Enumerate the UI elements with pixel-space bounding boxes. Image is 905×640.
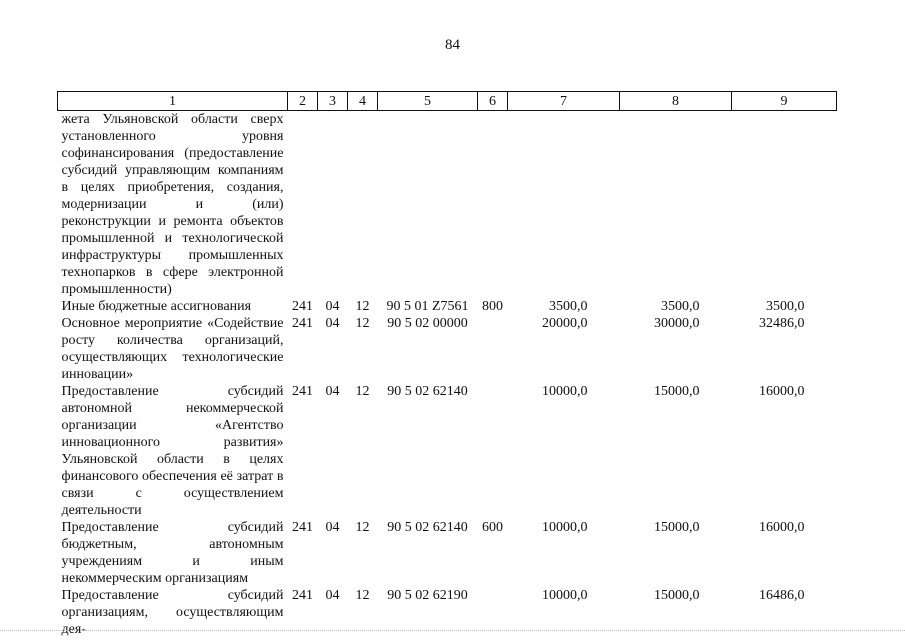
row-amount-year-3: 32486,0	[759, 316, 805, 331]
row-amount-year-1: 10000,0	[542, 520, 588, 535]
row-subsection: 12	[355, 316, 370, 331]
row-expense-type: 800	[482, 299, 503, 314]
row-subsection: 12	[355, 588, 370, 603]
row-section	[318, 111, 348, 299]
row-amount-year-2	[620, 111, 732, 299]
row-amount-year-3: 16000,0	[759, 520, 805, 535]
table-header	[58, 92, 837, 111]
row-expense-type	[478, 383, 508, 519]
row-expense-type: 600	[482, 520, 503, 535]
row-description: Иные бюджетные ассигнования	[61, 299, 252, 314]
row-amount-year-3: 3500,0	[766, 299, 805, 314]
row-admin-code: 241	[292, 299, 313, 314]
table-row	[58, 519, 837, 587]
page-number: 84	[445, 37, 460, 53]
row-target-article	[378, 111, 478, 299]
row-amount-year-2: 15000,0	[654, 384, 700, 399]
row-subsection: 12	[355, 299, 370, 314]
row-admin-code	[288, 111, 318, 299]
row-admin-code: 241	[292, 520, 313, 535]
header-col-5: 5	[378, 92, 478, 111]
row-target-article: 90 5 01 Z7561	[386, 299, 469, 314]
row-amount-year-1: 10000,0	[542, 588, 588, 603]
row-section: 04	[325, 384, 340, 399]
scan-noise-line	[0, 630, 905, 633]
header-col-3: 3	[318, 92, 348, 111]
row-amount-year-2: 3500,0	[661, 299, 700, 314]
row-section: 04	[325, 299, 340, 314]
table-row	[58, 111, 837, 299]
row-section: 04	[325, 520, 340, 535]
row-amount-year-3: 16000,0	[759, 384, 805, 399]
table-body	[58, 111, 837, 639]
budget-table	[57, 91, 837, 638]
row-amount-year-1: 3500,0	[549, 299, 588, 314]
table-row	[58, 315, 837, 383]
row-description: Предоставление субсидий автономной некоммерческой организации «Агентство инновационного развития» Ульяновской области в целях финансового обеспечения её затрат в связи с осуществлением деятельности	[61, 384, 284, 518]
row-target-article: 90 5 02 00000	[387, 316, 468, 331]
row-section: 04	[325, 316, 340, 331]
row-subsection: 12	[355, 520, 370, 535]
row-amount-year-1: 10000,0	[542, 384, 588, 399]
header-col-2: 2	[288, 92, 318, 111]
row-amount-year-3	[732, 111, 837, 299]
table-row	[58, 383, 837, 519]
row-target-article: 90 5 02 62140	[387, 520, 468, 535]
row-amount-year-1	[508, 111, 620, 299]
row-admin-code: 241	[292, 316, 313, 331]
row-section: 04	[325, 588, 340, 603]
header-col-9: 9	[732, 92, 837, 111]
row-amount-year-2: 15000,0	[654, 520, 700, 535]
row-amount-year-2: 15000,0	[654, 588, 700, 603]
header-row	[58, 92, 837, 111]
row-subsection: 12	[355, 384, 370, 399]
row-target-article: 90 5 02 62190	[387, 588, 468, 603]
table-row	[58, 298, 837, 315]
row-description: жета Ульяновской области сверх установленного уровня софинансирования (предоставление субсидий управляющим компаниям в целях приобретения, создания, модернизации и (или) реконструкции и ремонта объектов промышленной и технологической инфраструктуры промышленных технопарков в сфере электронной промышленности)	[61, 112, 284, 297]
row-description: Предоставление субсидий бюджетным, автономным учреждениям и иным некоммерческим организациям	[61, 520, 284, 586]
row-amount-year-2: 30000,0	[654, 316, 700, 331]
row-admin-code: 241	[292, 384, 313, 399]
row-admin-code: 241	[292, 588, 313, 603]
row-expense-type	[478, 315, 508, 383]
row-expense-type	[478, 111, 508, 299]
row-description: Предоставление субсидий организациям, осуществляющим дея-	[61, 588, 284, 637]
header-col-8: 8	[620, 92, 732, 111]
row-subsection	[348, 111, 378, 299]
header-col-1: 1	[58, 92, 288, 111]
row-amount-year-3: 16486,0	[759, 588, 805, 603]
row-target-article: 90 5 02 62140	[387, 384, 468, 399]
header-col-4: 4	[348, 92, 378, 111]
row-amount-year-1: 20000,0	[542, 316, 588, 331]
row-description: Основное мероприятие «Содействие росту количества организаций, осуществляющих технологические инновации»	[61, 316, 284, 382]
header-col-7: 7	[508, 92, 620, 111]
header-col-6: 6	[478, 92, 508, 111]
